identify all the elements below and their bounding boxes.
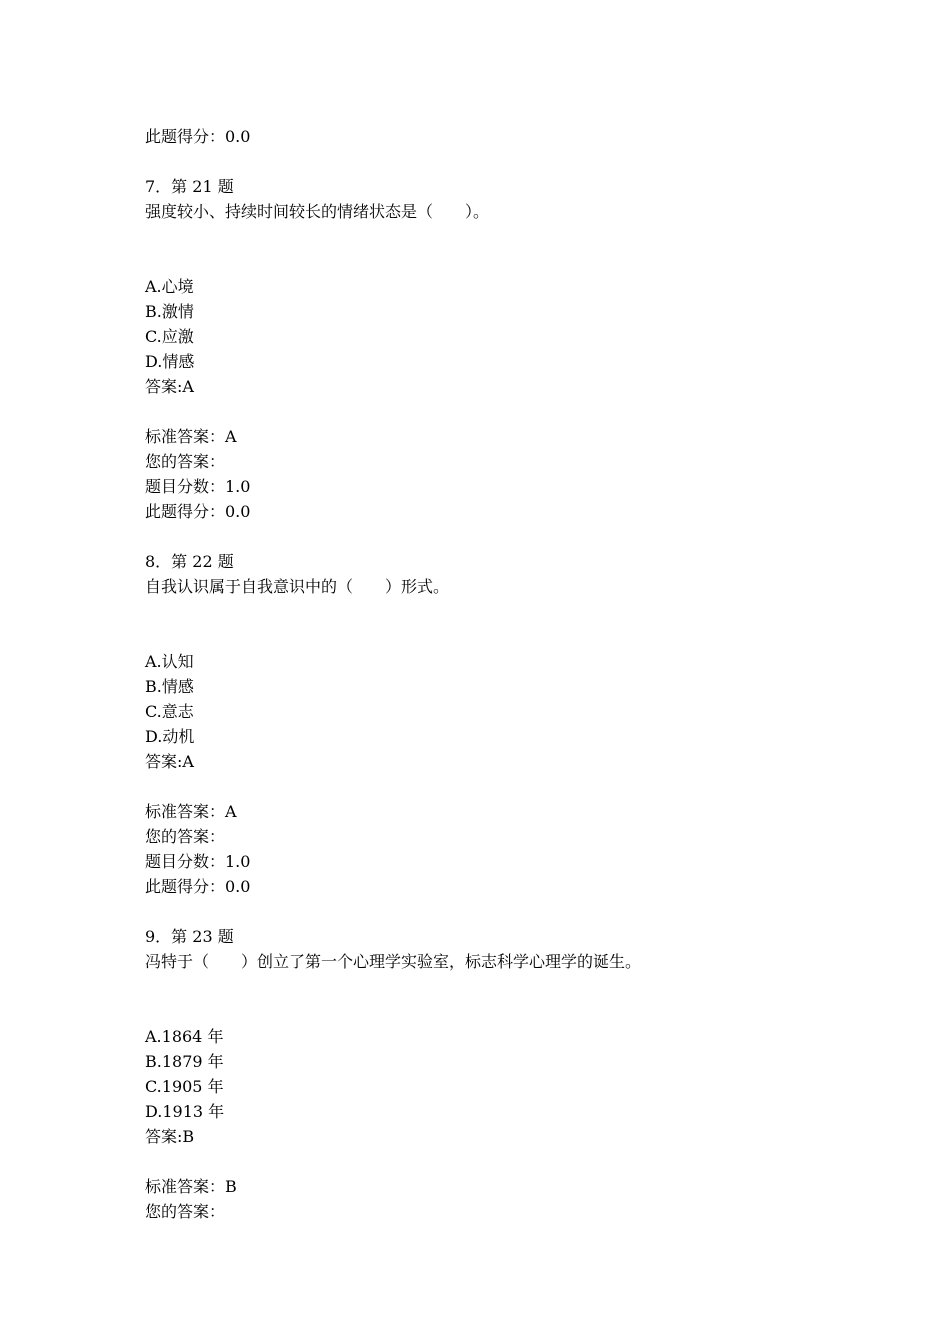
option-c: C.应激 bbox=[145, 327, 194, 346]
spacer bbox=[145, 149, 845, 174]
answer-line: 答案:A bbox=[145, 752, 194, 771]
spacer bbox=[145, 224, 845, 274]
standard-answer: 标准答案：B bbox=[145, 1177, 237, 1196]
standard-answer: 标准答案：A bbox=[145, 427, 237, 446]
option-a: A.1864 年 bbox=[145, 1027, 224, 1046]
spacer bbox=[145, 774, 845, 799]
answer-line: 答案:A bbox=[145, 377, 194, 396]
option-d: D.1913 年 bbox=[145, 1102, 225, 1121]
question-header: 7．第 21 题 bbox=[145, 177, 234, 196]
question-stem: 自我认识属于自我意识中的（ ）形式。 bbox=[145, 577, 450, 596]
option-b: B.情感 bbox=[145, 677, 194, 696]
document-page bbox=[145, 124, 845, 1224]
option-b: B.激情 bbox=[145, 302, 194, 321]
question-score: 此题得分：0.0 bbox=[145, 877, 251, 896]
question-header: 8．第 22 题 bbox=[145, 552, 234, 571]
your-answer: 您的答案： bbox=[145, 1202, 226, 1221]
prev-question-score: 此题得分：0.0 bbox=[145, 127, 251, 146]
spacer bbox=[145, 899, 845, 924]
spacer bbox=[145, 1149, 845, 1174]
your-answer: 您的答案： bbox=[145, 452, 226, 471]
question-block-7 bbox=[145, 174, 845, 524]
spacer bbox=[145, 974, 845, 1024]
option-b: B.1879 年 bbox=[145, 1052, 224, 1071]
option-a: A.认知 bbox=[145, 652, 194, 671]
question-points: 题目分数：1.0 bbox=[145, 852, 251, 871]
your-answer: 您的答案： bbox=[145, 827, 226, 846]
question-points: 题目分数：1.0 bbox=[145, 477, 251, 496]
option-c: C.1905 年 bbox=[145, 1077, 224, 1096]
spacer bbox=[145, 399, 845, 424]
question-stem: 冯特于（ ）创立了第一个心理学实验室，标志科学心理学的诞生。 bbox=[145, 952, 642, 971]
question-block-9 bbox=[145, 924, 845, 1224]
option-d: D.动机 bbox=[145, 727, 195, 746]
question-stem: 强度较小、持续时间较长的情绪状态是（ ）。 bbox=[145, 202, 490, 221]
spacer bbox=[145, 524, 845, 549]
question-block-8 bbox=[145, 549, 845, 899]
question-score: 此题得分：0.0 bbox=[145, 502, 251, 521]
option-c: C.意志 bbox=[145, 702, 194, 721]
answer-line: 答案:B bbox=[145, 1127, 195, 1146]
question-header: 9．第 23 题 bbox=[145, 927, 234, 946]
option-a: A.心境 bbox=[145, 277, 194, 296]
standard-answer: 标准答案：A bbox=[145, 802, 237, 821]
option-d: D.情感 bbox=[145, 352, 195, 371]
spacer bbox=[145, 599, 845, 649]
